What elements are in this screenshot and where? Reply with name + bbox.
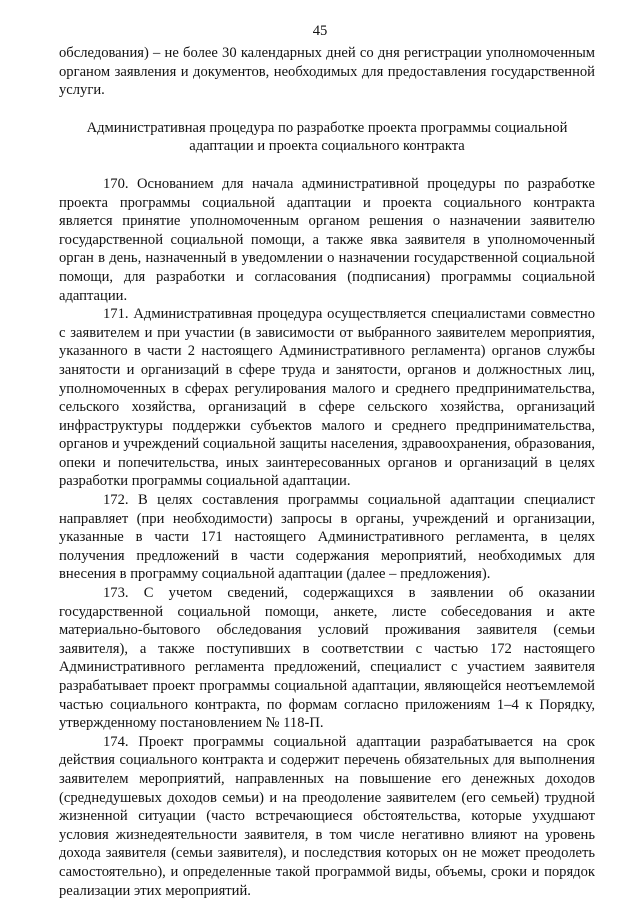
paragraph-170: 170. Основанием для начала административной процедуры по разработке проекта программы социальной адаптации и проекта социального контракта является принятие уполномоченным органом решения о назначении заявителю государственной социальной помощи, а также явка заявителя в уполномоченный орган в день, назначенный в уведомлении о назначении государственной социальной помощи, для разработки и согласования (подписания) программы социальной адаптации. [59, 175, 595, 304]
intro-paragraph: обследования) – не более 30 календарных дней со дня регистрации уполномоченным органом заявления и документов, необходимых для предоставления государственной услуги. [59, 45, 595, 99]
paragraph-173: 173. С учетом сведений, содержащихся в заявлении об оказании государственной социальной помощи, анкете, листе собеседования и акте материально-бытового обследования условий проживания заявителя (семьи заявителя), а также поступивших в соответствии с частью 172 настоящего Административного регламента предложений, специалист с участием заявителя разрабатывает проект программы социальной адаптации, являющейся неотъемлемой частью социального контракта, по формам согласно приложениям 1–4 к Порядку, утвержденному постановлением № 118-П. [59, 585, 595, 732]
document-body [59, 44, 595, 900]
paragraph-174: 174. Проект программы социальной адаптации разрабатывается на срок действия социального контракта и содержит перечень обязательных для выполнения заявителем мероприятий, направленных на повышение его денежных доходов (среднедушевых доходов семьи) и на преодоление заявителем (его семьей) трудной жизненной ситуации (часто встречающиеся обстоятельства, которые ухудшают условия жизнедеятельности заявителя, в том числе негативно влияют на уровень дохода заявителя (семьи заявителя), и последствия которых он не может преодолеть самостоятельно), и определенные такой программой виды, объемы, сроки и порядок реализации этих мероприятий. [59, 733, 595, 899]
section-heading-line-1: Административная процедура по разработке проекта программы социальной [86, 119, 568, 136]
section-heading [59, 119, 595, 156]
section-heading-line-2: адаптации и проекта социального контракта [189, 138, 465, 155]
page-number: 45 [312, 23, 328, 39]
paragraph-171: 171. Административная процедура осуществляется специалистами совместно с заявителем и при участии (в зависимости от выбранного заявителем мероприятия, указанного в части 2 настоящего Административного регламента) органов службы занятости и организаций в сфере труда и занятости, органов и должностных лиц, уполномоченных в сферах регулирования малого и среднего предпринимательства, сельского хозяйства, организаций в сфере сельского хозяйства, организаций инфраструктуры поддержки субъектов малого и среднего предпринимательства, органов и учреждений социальной защиты населения, здравоохранения, образования, опеки и попечительства, иных заинтересованных органов и организаций в целях разработки программы социальной адаптации. [59, 306, 595, 490]
paragraph-172: 172. В целях составления программы социальной адаптации специалист направляет (при необходимости) запросы в органы, учреждений и организации, указанные в части 171 настоящего Административного регламента, в целях получения предложений в части содержания мероприятий, необходимых для внесения в программу социальной адаптации (далее – предложения). [59, 492, 595, 583]
